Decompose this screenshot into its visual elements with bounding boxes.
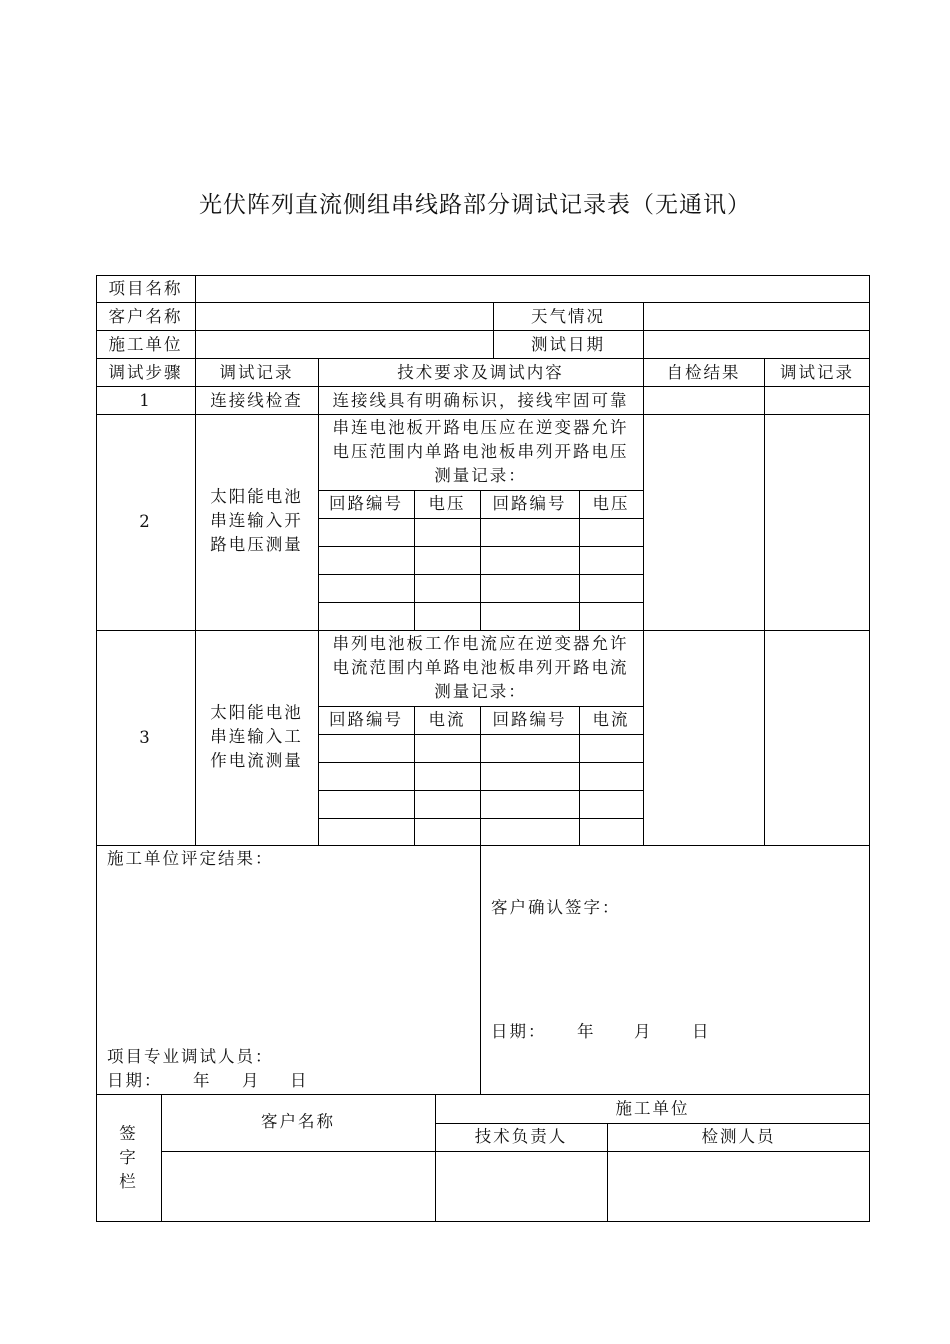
- row-2-sub-header-voltage: 电压: [428, 494, 466, 513]
- customer-confirm-label: 客户确认签字：: [491, 898, 621, 917]
- customer-day: 日: [692, 1022, 711, 1041]
- col-step-header: 调试步骤: [108, 363, 183, 382]
- row-2-sub-header-voltage-2: 电压: [592, 494, 630, 513]
- customer-year: 年: [577, 1022, 596, 1041]
- row-2-sub-header-circuit: 回路编号: [329, 494, 403, 513]
- row-2-step: 2: [139, 512, 152, 531]
- col-record-header: 调试记录: [219, 363, 294, 382]
- contractor-label: 施工单位: [108, 335, 183, 354]
- col-self-check-header: 自检结果: [666, 363, 741, 382]
- signature-customer-name: 客户名称: [261, 1112, 335, 1131]
- row-3-sub-header-circuit: 回路编号: [329, 710, 403, 729]
- row-2-sub-header-circuit-2: 回路编号: [492, 494, 567, 513]
- evaluation-month: 月: [242, 1071, 261, 1090]
- row-1-step: 1: [139, 391, 152, 410]
- evaluation-label: 施工单位评定结果：: [107, 849, 274, 868]
- weather-label: 天气情况: [531, 307, 605, 326]
- customer-month: 月: [634, 1022, 653, 1041]
- row-3-sub-header-circuit-2: 回路编号: [492, 710, 567, 729]
- signature-label: 签 字 栏: [119, 1124, 138, 1191]
- row-3-requirement: 串列电池板工作电流应在逆变器允许 电流范围内单路电池板串列开路电流 测量记录：: [332, 634, 629, 701]
- customer-name-label: 客户名称: [108, 307, 183, 326]
- evaluation-year: 年: [193, 1071, 212, 1090]
- signature-inspector: 检测人员: [701, 1127, 776, 1146]
- project-name-label: 项目名称: [108, 279, 183, 298]
- row-3-name: 太阳能电池 串连输入工 作电流测量: [210, 703, 303, 770]
- engineer-label: 项目专业调试人员：: [107, 1047, 274, 1066]
- col-requirement-header: 技术要求及调试内容: [397, 363, 564, 382]
- row-3-sub-header-current-2: 电流: [592, 710, 630, 729]
- test-date-label: 测试日期: [531, 335, 605, 354]
- evaluation-date-label: 日期：: [107, 1071, 163, 1090]
- customer-date-label: 日期：: [491, 1022, 547, 1041]
- row-3-sub-header-current: 电流: [428, 710, 466, 729]
- row-2-name: 太阳能电池 串连输入开 路电压测量: [210, 487, 303, 554]
- document-title: 光伏阵列直流侧组串线路部分调试记录表（无通讯）: [199, 192, 751, 218]
- signature-contractor: 施工单位: [615, 1099, 690, 1118]
- signature-tech-lead: 技术负责人: [474, 1127, 568, 1146]
- row-1-requirement: 连接线具有明确标识，接线牢固可靠: [332, 391, 629, 410]
- col-record2-header: 调试记录: [780, 363, 854, 382]
- row-1-name: 连接线检查: [210, 391, 303, 410]
- row-3-step: 3: [139, 728, 152, 747]
- evaluation-day: 日: [290, 1071, 309, 1090]
- row-2-requirement: 串连电池板开路电压应在逆变器允许 电压范围内单路电池板串列开路电压 测量记录：: [332, 418, 629, 485]
